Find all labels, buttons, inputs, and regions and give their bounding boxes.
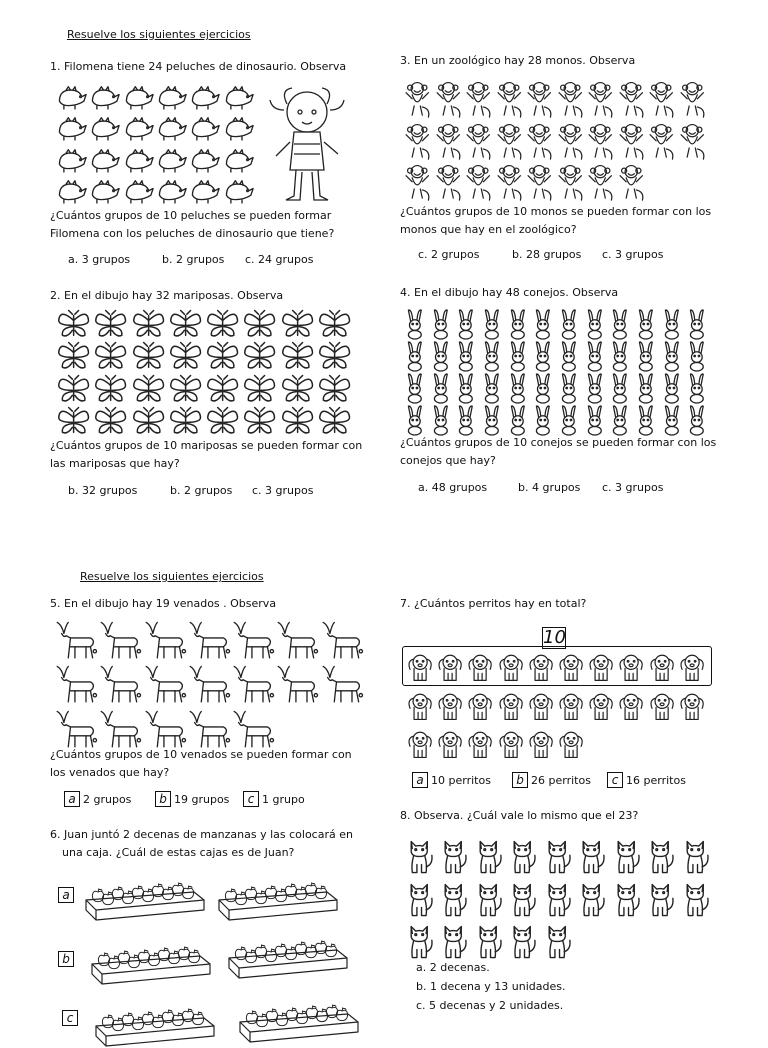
rabbit-icon bbox=[607, 340, 633, 372]
puppy-icon bbox=[405, 725, 435, 764]
dinosaur-plush-icon bbox=[88, 80, 121, 111]
rabbit-icon bbox=[453, 340, 479, 372]
ex7-option-c-label: 16 perritos bbox=[626, 774, 686, 787]
rabbit-icon bbox=[582, 404, 608, 436]
dinosaur-plush-icon bbox=[155, 174, 188, 205]
puppy-icon bbox=[465, 648, 495, 687]
ex2-option-a[interactable]: b. 32 grupos bbox=[68, 484, 138, 497]
dinosaur-plush-icon bbox=[88, 143, 121, 174]
dinosaur-plush-grid bbox=[55, 80, 255, 205]
ten-label: 10 bbox=[543, 627, 566, 648]
deer-icon bbox=[321, 618, 365, 662]
rabbit-icon bbox=[402, 372, 428, 404]
puppy-icon bbox=[465, 687, 495, 726]
monkey-icon bbox=[616, 161, 647, 203]
rabbit-icon bbox=[684, 340, 710, 372]
ex7-option-a[interactable] bbox=[412, 772, 491, 788]
monkey-icon bbox=[463, 120, 494, 162]
ex5-letter-a: a bbox=[64, 791, 80, 807]
ex7-option-a-label: 10 perritos bbox=[431, 774, 491, 787]
cat-icon bbox=[540, 877, 574, 920]
ex1-option-a[interactable]: a. 3 grupos bbox=[68, 253, 131, 266]
rabbit-icon bbox=[530, 404, 556, 436]
butterfly-icon bbox=[204, 373, 241, 405]
rabbit-icon bbox=[505, 404, 531, 436]
dinosaur-plush-icon bbox=[155, 111, 188, 142]
rabbit-icon bbox=[582, 308, 608, 340]
ex7-option-b[interactable] bbox=[512, 772, 591, 788]
rabbit-icon bbox=[505, 308, 531, 340]
ex2-heading: 2. En el dibujo hay 32 mariposas. Observa bbox=[50, 289, 284, 302]
ex3-question-line1: ¿Cuántos grupos de 10 monos se pueden formar con los bbox=[400, 205, 712, 218]
monkey-icon bbox=[494, 120, 525, 162]
deer-icon bbox=[144, 662, 188, 706]
rabbit-icon bbox=[453, 308, 479, 340]
ex3-option-c[interactable]: c. 3 grupos bbox=[602, 248, 664, 261]
monkey-icon bbox=[646, 78, 677, 120]
monkey-icon bbox=[616, 120, 647, 162]
ex4-question-line1: ¿Cuántos grupos de 10 conejos se pueden formar con los bbox=[400, 436, 717, 449]
butterfly-icon bbox=[92, 405, 129, 437]
monkey-icon bbox=[402, 78, 433, 120]
ex4-option-a[interactable]: a. 48 grupos bbox=[418, 481, 488, 494]
monkey-icon bbox=[463, 78, 494, 120]
apple-icon bbox=[190, 1011, 206, 1027]
rabbit-icon bbox=[453, 372, 479, 404]
dinosaur-plush-icon bbox=[188, 111, 221, 142]
butterfly-icon bbox=[92, 308, 129, 340]
dinosaur-plush-icon bbox=[122, 174, 155, 205]
rabbit-icon bbox=[659, 340, 685, 372]
ex7-letter-c: c bbox=[607, 772, 623, 788]
rabbit-icon bbox=[633, 372, 659, 404]
monkey-icon bbox=[677, 120, 708, 162]
deer-grid bbox=[55, 618, 365, 746]
deer-icon bbox=[144, 707, 188, 751]
rabbit-icon bbox=[556, 372, 582, 404]
monkey-icon bbox=[433, 120, 464, 162]
rabbit-icon bbox=[479, 404, 505, 436]
ex1-option-b[interactable]: b. 2 grupos bbox=[162, 253, 225, 266]
puppy-icon bbox=[647, 648, 677, 687]
apple-crate bbox=[88, 934, 212, 986]
deer-icon bbox=[276, 618, 320, 662]
rabbit-icon bbox=[530, 372, 556, 404]
ex6-letter-c: c bbox=[62, 1010, 78, 1026]
rabbit-icon bbox=[684, 308, 710, 340]
rabbit-icon bbox=[659, 372, 685, 404]
ex5-option-b[interactable] bbox=[155, 791, 229, 807]
monkey-icon bbox=[494, 78, 525, 120]
cat-icon bbox=[505, 834, 539, 877]
butterfly-icon bbox=[279, 373, 316, 405]
dinosaur-plush-icon bbox=[122, 80, 155, 111]
ex5-option-a[interactable] bbox=[64, 791, 131, 807]
butterfly-icon bbox=[316, 405, 353, 437]
ex5-letter-b: b bbox=[155, 791, 171, 807]
monkey-icon bbox=[555, 161, 586, 203]
butterfly-icon bbox=[204, 405, 241, 437]
rabbit-icon bbox=[556, 404, 582, 436]
butterfly-icon bbox=[241, 373, 278, 405]
dinosaur-plush-icon bbox=[55, 174, 88, 205]
girl-illustration bbox=[262, 82, 352, 204]
puppy-icon bbox=[526, 687, 556, 726]
butterfly-icon bbox=[279, 405, 316, 437]
rabbit-icon bbox=[607, 404, 633, 436]
ex2-option-b[interactable]: b. 2 grupos bbox=[170, 484, 233, 497]
dinosaur-plush-icon bbox=[88, 111, 121, 142]
puppy-icon bbox=[616, 648, 646, 687]
cat-icon bbox=[436, 877, 470, 920]
deer-icon bbox=[321, 662, 365, 706]
puppy-icon bbox=[526, 648, 556, 687]
ex2-question-line2: las mariposas que hay? bbox=[50, 457, 180, 470]
monkey-icon bbox=[463, 161, 494, 203]
butterfly-icon bbox=[55, 308, 92, 340]
rabbit-icon bbox=[428, 308, 454, 340]
cat-icon bbox=[574, 877, 608, 920]
puppy-icon bbox=[496, 725, 526, 764]
dinosaur-plush-icon bbox=[188, 80, 221, 111]
rabbit-icon bbox=[402, 404, 428, 436]
monkey-icon bbox=[524, 78, 555, 120]
monkey-icon bbox=[585, 161, 616, 203]
monkey-icon bbox=[585, 78, 616, 120]
butterfly-icon bbox=[130, 405, 167, 437]
deer-icon bbox=[188, 662, 232, 706]
ex8-option-a[interactable]: a. 2 decenas. bbox=[416, 961, 490, 974]
rabbit-icon bbox=[633, 308, 659, 340]
rabbit-icon bbox=[453, 404, 479, 436]
deer-icon bbox=[188, 618, 232, 662]
butterfly-icon bbox=[167, 373, 204, 405]
ex5-option-c-label: 1 grupo bbox=[262, 793, 305, 806]
puppy-icon bbox=[435, 687, 465, 726]
rabbit-icon bbox=[428, 340, 454, 372]
ex5-question-line2: los venados que hay? bbox=[50, 766, 170, 779]
monkey-icon bbox=[585, 120, 616, 162]
ex6-heading-line1: 6. Juan juntó 2 decenas de manzanas y las colocará en bbox=[50, 828, 353, 841]
ex3-question-line2: monos que hay en el zoológico? bbox=[400, 223, 577, 236]
butterfly-icon bbox=[92, 373, 129, 405]
dinosaur-plush-icon bbox=[155, 80, 188, 111]
cat-icon bbox=[574, 834, 608, 877]
monkey-icon bbox=[677, 78, 708, 120]
butterfly-icon bbox=[279, 308, 316, 340]
cat-icon bbox=[402, 877, 436, 920]
dinosaur-plush-icon bbox=[88, 174, 121, 205]
puppy-icon bbox=[556, 687, 586, 726]
deer-icon bbox=[232, 618, 276, 662]
dinosaur-plush-icon bbox=[122, 143, 155, 174]
apple-crate bbox=[92, 996, 216, 1048]
rabbit-icon bbox=[684, 372, 710, 404]
puppy-icon bbox=[465, 725, 495, 764]
rabbit-icon bbox=[479, 340, 505, 372]
ex8-option-c[interactable]: c. 5 decenas y 2 unidades. bbox=[416, 999, 564, 1012]
monkey-icon bbox=[555, 78, 586, 120]
apple-crate bbox=[82, 870, 206, 922]
rabbit-icon bbox=[556, 340, 582, 372]
ex3-option-b[interactable]: b. 28 grupos bbox=[512, 248, 582, 261]
butterfly-icon bbox=[92, 340, 129, 372]
butterfly-icon bbox=[316, 373, 353, 405]
deer-icon bbox=[99, 707, 143, 751]
butterfly-icon bbox=[55, 405, 92, 437]
monkey-icon bbox=[555, 120, 586, 162]
puppy-icon bbox=[647, 687, 677, 726]
butterfly-icon bbox=[167, 308, 204, 340]
butterfly-icon bbox=[55, 373, 92, 405]
rabbit-icon bbox=[582, 372, 608, 404]
rabbit-icon bbox=[659, 404, 685, 436]
butterfly-icon bbox=[204, 308, 241, 340]
ex5-option-c[interactable] bbox=[243, 791, 305, 807]
monkey-icon bbox=[433, 78, 464, 120]
cat-icon bbox=[609, 834, 643, 877]
ex5-option-a-label: 2 grupos bbox=[83, 793, 132, 806]
dinosaur-plush-icon bbox=[122, 111, 155, 142]
cat-icon bbox=[402, 834, 436, 877]
puppy-icon bbox=[616, 687, 646, 726]
ex4-heading: 4. En el dibujo hay 48 conejos. Observa bbox=[400, 286, 619, 299]
apple-icon bbox=[186, 949, 202, 965]
rabbit-icon bbox=[479, 308, 505, 340]
cat-icon bbox=[402, 919, 436, 962]
dinosaur-plush-icon bbox=[155, 143, 188, 174]
puppy-icon bbox=[526, 725, 556, 764]
rabbit-icon bbox=[530, 308, 556, 340]
ex7-letter-b: b bbox=[512, 772, 528, 788]
deer-icon bbox=[144, 618, 188, 662]
cat-icon bbox=[643, 834, 677, 877]
butterfly-icon bbox=[204, 340, 241, 372]
puppy-grid bbox=[405, 648, 707, 764]
ex1-question-line2: Filomena con los peluches de dinosaurio que tiene? bbox=[50, 227, 335, 240]
puppy-icon bbox=[556, 725, 586, 764]
ex5-option-b-label: 19 grupos bbox=[174, 793, 230, 806]
butterfly-icon bbox=[241, 340, 278, 372]
deer-icon bbox=[55, 707, 99, 751]
puppy-icon bbox=[556, 648, 586, 687]
cat-icon bbox=[540, 834, 574, 877]
cat-icon bbox=[505, 919, 539, 962]
ex1-heading: 1. Filomena tiene 24 peluches de dinosaurio. Observa bbox=[50, 60, 347, 73]
rabbit-icon bbox=[402, 340, 428, 372]
dinosaur-plush-icon bbox=[222, 80, 255, 111]
rabbit-icon bbox=[633, 340, 659, 372]
deer-icon bbox=[232, 707, 276, 751]
apple-crate bbox=[215, 870, 339, 922]
monkey-icon bbox=[646, 120, 677, 162]
cat-icon bbox=[471, 834, 505, 877]
dinosaur-plush-icon bbox=[55, 143, 88, 174]
apple-crate bbox=[225, 928, 349, 980]
ex3-option-a[interactable]: c. 2 grupos bbox=[418, 248, 480, 261]
apple-icon bbox=[334, 1007, 350, 1023]
deer-icon bbox=[276, 662, 320, 706]
ex6-option-b[interactable] bbox=[58, 951, 77, 967]
deer-icon bbox=[232, 662, 276, 706]
cat-icon bbox=[609, 877, 643, 920]
ex7-option-b-label: 26 perritos bbox=[531, 774, 591, 787]
puppy-icon bbox=[677, 648, 707, 687]
ex5-letter-c: c bbox=[243, 791, 259, 807]
cat-grid bbox=[402, 834, 712, 962]
monkey-icon bbox=[402, 120, 433, 162]
deer-icon bbox=[99, 618, 143, 662]
deer-icon bbox=[99, 662, 143, 706]
ex6-heading-line2: una caja. ¿Cuál de estas cajas es de Juan? bbox=[62, 846, 295, 859]
rabbit-icon bbox=[479, 372, 505, 404]
ex4-option-b[interactable]: b. 4 grupos bbox=[518, 481, 581, 494]
cat-icon bbox=[436, 834, 470, 877]
dinosaur-plush-icon bbox=[188, 143, 221, 174]
rabbit-icon bbox=[402, 308, 428, 340]
butterfly-icon bbox=[130, 308, 167, 340]
puppy-icon bbox=[435, 725, 465, 764]
butterfly-icon bbox=[316, 340, 353, 372]
rabbit-icon bbox=[530, 340, 556, 372]
rabbit-icon bbox=[505, 372, 531, 404]
rabbit-icon bbox=[659, 308, 685, 340]
ex5-question-line1: ¿Cuántos grupos de 10 venados se pueden formar con bbox=[50, 748, 352, 761]
cat-icon bbox=[540, 919, 574, 962]
cat-icon bbox=[678, 834, 712, 877]
puppy-icon bbox=[435, 648, 465, 687]
dinosaur-plush-icon bbox=[55, 80, 88, 111]
butterfly-icon bbox=[241, 405, 278, 437]
rabbit-icon bbox=[607, 308, 633, 340]
dinosaur-plush-icon bbox=[188, 174, 221, 205]
deer-icon bbox=[55, 662, 99, 706]
rabbit-icon bbox=[428, 372, 454, 404]
monkey-icon bbox=[524, 161, 555, 203]
monkey-grid bbox=[402, 78, 707, 203]
cat-icon bbox=[505, 877, 539, 920]
rabbit-grid bbox=[402, 308, 710, 432]
rabbit-icon bbox=[607, 372, 633, 404]
ex4-question-line2: conejos que hay? bbox=[400, 454, 496, 467]
apple-icon bbox=[313, 885, 329, 901]
ex8-heading: 8. Observa. ¿Cuál vale lo mismo que el 23? bbox=[400, 809, 639, 822]
dinosaur-plush-icon bbox=[222, 174, 255, 205]
puppy-icon bbox=[405, 648, 435, 687]
monkey-icon bbox=[402, 161, 433, 203]
cat-icon bbox=[678, 877, 712, 920]
ex5-heading: 5. En el dibujo hay 19 venados . Observa bbox=[50, 597, 277, 610]
butterfly-icon bbox=[241, 308, 278, 340]
ex1-option-c[interactable]: c. 24 grupos bbox=[245, 253, 314, 266]
butterfly-icon bbox=[55, 340, 92, 372]
dinosaur-plush-icon bbox=[222, 111, 255, 142]
ex2-option-c[interactable]: c. 3 grupos bbox=[252, 484, 314, 497]
butterfly-grid bbox=[55, 308, 353, 436]
apple-icon bbox=[323, 943, 339, 959]
rabbit-icon bbox=[582, 340, 608, 372]
ex7-heading: 7. ¿Cuántos perritos hay en total? bbox=[400, 597, 587, 610]
ex7-letter-a: a bbox=[412, 772, 428, 788]
rabbit-icon bbox=[633, 404, 659, 436]
butterfly-icon bbox=[279, 340, 316, 372]
cat-icon bbox=[436, 919, 470, 962]
apple-crate bbox=[236, 992, 360, 1044]
ex8-option-b[interactable]: b. 1 decena y 13 unidades. bbox=[416, 980, 566, 993]
puppy-icon bbox=[496, 648, 526, 687]
ex6-letter-a: a bbox=[58, 887, 74, 903]
rabbit-icon bbox=[556, 308, 582, 340]
ex7-option-c[interactable] bbox=[607, 772, 686, 788]
rabbit-icon bbox=[428, 404, 454, 436]
cat-icon bbox=[471, 877, 505, 920]
butterfly-icon bbox=[130, 373, 167, 405]
butterfly-icon bbox=[167, 340, 204, 372]
section2-title: Resuelve los siguientes ejercicios bbox=[80, 570, 264, 583]
dinosaur-plush-icon bbox=[222, 143, 255, 174]
ex6-letter-b: b bbox=[58, 951, 74, 967]
monkey-icon bbox=[616, 78, 647, 120]
section1-title: Resuelve los siguientes ejercicios bbox=[67, 28, 251, 41]
monkey-icon bbox=[433, 161, 464, 203]
ex1-question-line1: ¿Cuántos grupos de 10 peluches se pueden formar bbox=[50, 209, 332, 222]
monkey-icon bbox=[524, 120, 555, 162]
cat-icon bbox=[643, 877, 677, 920]
ex3-heading: 3. En un zoológico hay 28 monos. Observa bbox=[400, 54, 636, 67]
deer-icon bbox=[55, 618, 99, 662]
puppy-icon bbox=[586, 687, 616, 726]
monkey-icon bbox=[494, 161, 525, 203]
cat-icon bbox=[471, 919, 505, 962]
ex4-option-c[interactable]: c. 3 grupos bbox=[602, 481, 664, 494]
rabbit-icon bbox=[505, 340, 531, 372]
ex2-question-line1: ¿Cuántos grupos de 10 mariposas se pueden formar con bbox=[50, 439, 363, 452]
butterfly-icon bbox=[130, 340, 167, 372]
butterfly-icon bbox=[316, 308, 353, 340]
rabbit-icon bbox=[684, 404, 710, 436]
apple-icon bbox=[180, 885, 196, 901]
puppy-icon bbox=[586, 648, 616, 687]
dinosaur-plush-icon bbox=[55, 111, 88, 142]
puppy-icon bbox=[496, 687, 526, 726]
puppy-icon bbox=[677, 687, 707, 726]
butterfly-icon bbox=[167, 405, 204, 437]
deer-icon bbox=[188, 707, 232, 751]
puppy-icon bbox=[405, 687, 435, 726]
ex6-option-a[interactable] bbox=[58, 887, 77, 903]
